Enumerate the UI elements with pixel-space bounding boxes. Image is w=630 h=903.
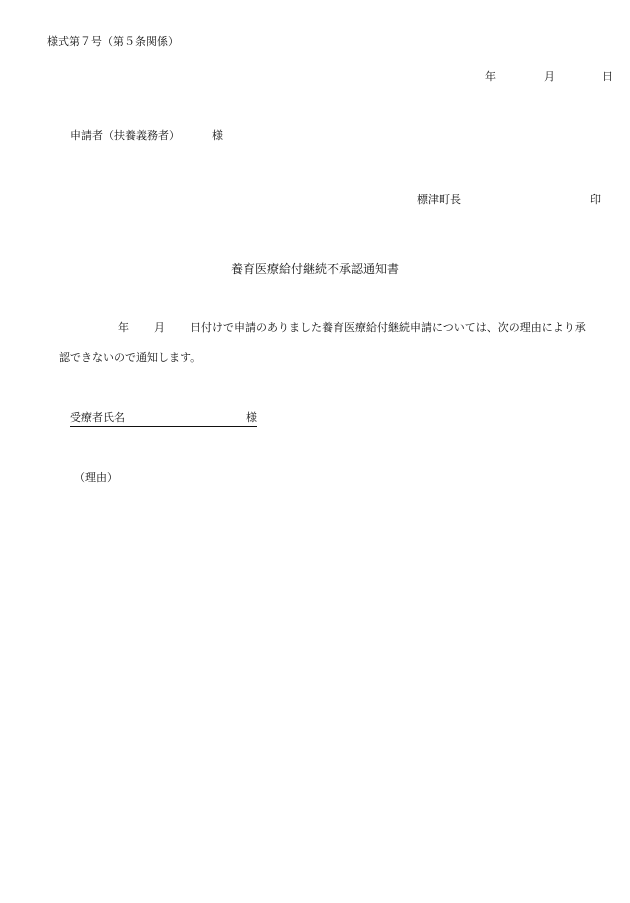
- form-number: 様式第７号（第５条関係）: [47, 35, 179, 48]
- patient-name-label: 受療者氏名: [70, 411, 125, 424]
- patient-name-field: [70, 411, 257, 427]
- date-day-label: 日: [602, 70, 613, 83]
- body-text-line-2: 認できないので通知します。: [59, 351, 202, 364]
- date-month-label: 月: [544, 70, 555, 83]
- patient-honorific: 様: [246, 411, 257, 424]
- document-title: 養育医療給付継続不承認通知書: [230, 262, 399, 276]
- reason-label: （理由）: [74, 471, 118, 484]
- date-year-label: 年: [485, 70, 496, 83]
- body-month-label: 月: [154, 321, 165, 334]
- applicant-honorific: 様: [212, 129, 223, 142]
- issuer-title: 標津町長: [417, 193, 461, 206]
- seal-mark: 印: [590, 193, 601, 206]
- body-text-line-1: 日付けで申請のありました養育医療給付継続申請については、次の理由により承: [190, 321, 586, 334]
- body-year-label: 年: [118, 321, 129, 334]
- applicant-label: 申請者（扶養義務者）: [70, 129, 180, 142]
